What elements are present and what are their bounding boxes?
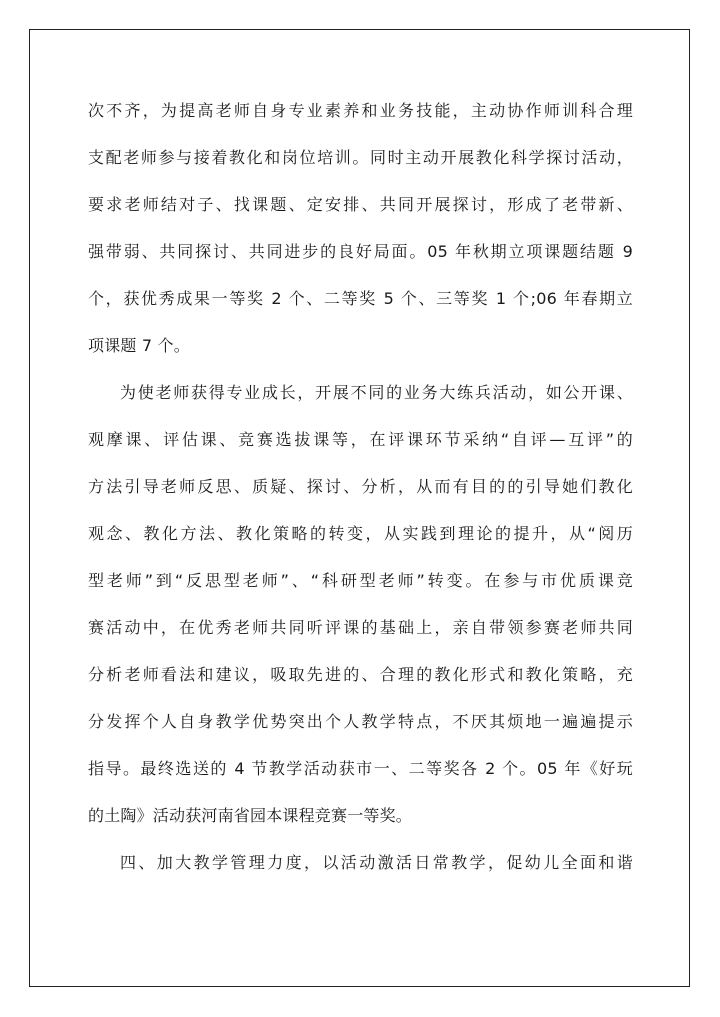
- text-line: 分发挥个人自身教学优势突出个人教学特点，不厌其烦地一遍遍提示: [88, 712, 633, 731]
- text-line: 分析老师看法和建议，吸取先进的、合理的教化形式和教化策略，充: [88, 665, 633, 684]
- text-line: 观摩课、评估课、竞赛选拔课等，在评课环节采纳“自评—互评”的: [88, 430, 633, 449]
- text-line: 强带弱、共同探讨、共同进步的良好局面。05 年秋期立项课题结题 9: [88, 242, 633, 261]
- text-line: 要求老师结对子、找课题、定安排、共同开展探讨，形成了老带新、: [88, 195, 633, 214]
- text-line: 次不齐，为提高老师自身专业素养和业务技能，主动协作师训科合理: [88, 101, 633, 120]
- paragraph-start-line: 为使老师获得专业成长，开展不同的业务大练兵活动，如公开课、: [120, 383, 633, 402]
- text-line: 赛活动中，在优秀老师共同听评课的基础上，亲自带领参赛老师共同: [88, 618, 633, 637]
- text-line: 方法引导老师反思、质疑、探讨、分析，从而有目的的引导她们教化: [88, 477, 633, 496]
- text-line: 的土陶》活动获河南省园本课程竞赛一等奖。: [88, 806, 413, 825]
- text-line: 支配老师参与接着教化和岗位培训。同时主动开展教化科学探讨活动，: [88, 148, 633, 167]
- section-heading-line: 四、加大教学管理力度，以活动激活日常教学，促幼儿全面和谐: [120, 853, 633, 872]
- text-line: 型老师”到“反思型老师”、“科研型老师”转变。在参与市优质课竞: [88, 571, 633, 590]
- text-line: 指导。最终选送的 4 节教学活动获市一、二等奖各 2 个。05 年《好玩: [88, 759, 633, 778]
- text-line: 个，获优秀成果一等奖 2 个、二等奖 5 个、三等奖 1 个;06 年春期立: [88, 289, 633, 308]
- text-line: 项课题 7 个。: [88, 336, 190, 355]
- text-line: 观念、教化方法、教化策略的转变，从实践到理论的提升，从“阅历: [88, 524, 633, 543]
